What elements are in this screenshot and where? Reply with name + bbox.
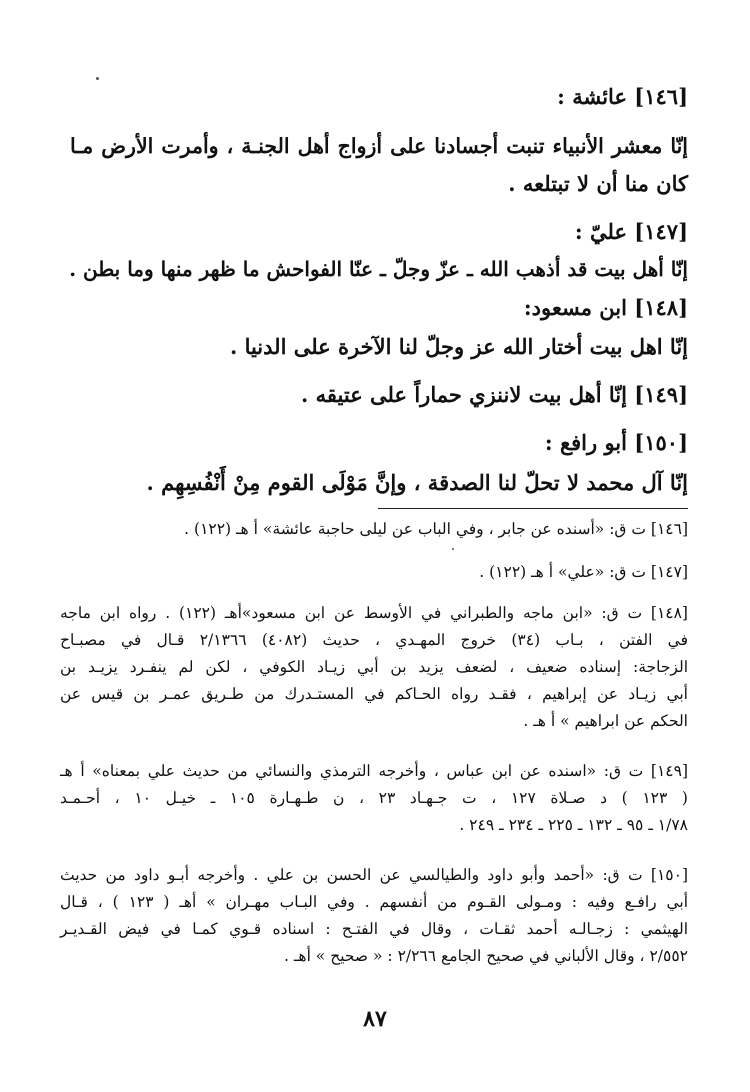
- footnote-150-line-2: أبي رافـع وفيه : ومـولى القـوم من أنفسهم . وفي البـاب مهـران » أهـ ( ١٢٣ ) ، قـال: [60, 893, 689, 911]
- footnote-146: [١٤٦] ت ق: «أسنده عن جابر ، وفي الباب عن ليلى حاجبة عائشة» أ هـ (١٢٢) .: [184, 520, 688, 538]
- entry-149: [١٤٩] إنّا أهل بيت لاننزي حماراً على عتيقه .: [301, 382, 688, 407]
- footnote-148-line-5: الحكم عن ابراهيم » أ هـ .: [523, 712, 688, 730]
- footnote-148-line-3: الزجاجة: إسناده ضعيف ، لضعف يزيد بن أبي زيـاد الكوفي ، لكن لم ينفـرد يزيـد بن: [60, 658, 688, 676]
- entry-heading-150: [١٥٠] أبو رافع :: [544, 430, 688, 455]
- print-speck: [452, 548, 454, 550]
- entry-heading-146: [١٤٦] عائشة :: [557, 84, 688, 109]
- print-speck: [96, 77, 99, 80]
- footnote-150-line-3: الهيثمي : زجـالـه أحمد ثقـات ، وقال في الفتـح : اسناده قـوي كمـا في فيض القـديـر: [60, 920, 688, 938]
- entry-text-146-line-1: إنّا معشر الأنبياء تنبت أجسادنا على أزواج أهل الجنـة ، وأمرت الأرض مـا: [70, 134, 688, 158]
- footnote-149-line-2: ( ١٢٣ ) د صـلاة ١٢٧ ، ت جـهـاد ٢٣ ، ن طـهـارة ١٠٥ ـ خيـل ١٠ ، أحـمـد: [60, 789, 688, 807]
- entry-text-147: إنّا أهل بيت قد أذهب الله ـ عزّ وجلّ ـ عنّا الفواحش ما ظهر منها وما بطن .: [69, 257, 688, 281]
- footnote-divider: [378, 508, 688, 509]
- entry-text-146-line-2: كان منا أن لا تبتلعه .: [508, 171, 688, 196]
- footnote-150-line-1: [١٥٠] ت ق: «أحمد وأبو داود والطيالسي عن الحسن بن علي . وأخرجه أبـو داود من حديث: [60, 866, 688, 884]
- entry-heading-147: [١٤٧] عليّ :: [574, 219, 688, 244]
- footnote-148-line-2: في الفتن ، بـاب (٣٤) خروج المهـدي ، حديث (٤٠٨٢) ٢/١٣٦٦ قـال في مصبـاح: [60, 631, 688, 649]
- entry-text-150: إنّا آل محمد لا تحلّ لنا الصدقة ، وإنَّ مَوْلَى القوم مِنْ أَنْفُسِهِم .: [146, 470, 688, 495]
- footnote-147: [١٤٧] ت ق: «علي» أ هـ (١٢٢) .: [479, 563, 688, 581]
- footnote-149-line-3: ١/٧٨ ـ ٩٥ ـ ١٣٢ ـ ٢٢٥ ـ ٢٣٤ ـ ٢٤٩ .: [459, 816, 688, 834]
- footnote-150-line-4: ٢/٥٥٢ ، وقال الألباني في صحيح الجامع ٢/٢٦٦ : « صحيح » أهـ .: [284, 947, 688, 965]
- footnote-148-line-1: [١٤٨] ت ق: «ابن ماجه والطبراني في الأوسط عن ابن مسعود»أهـ (١٢٢) . رواه ابن ماجه: [60, 604, 688, 622]
- entry-text-148: إنّا اهل بيت أختار الله عز وجلّ لنا الآخرة على الدنيا .: [229, 334, 688, 359]
- page-number: ٨٧: [363, 1006, 387, 1032]
- footnote-149-line-1: [١٤٩] ت ق: «اسنده عن ابن عباس ، وأخرجه الترمذي والنسائي من حديث علي بمعناه» أ هـ: [60, 762, 688, 780]
- footnote-148-line-4: أبي زيـاد عن إبراهيم ، فقـد رواه الحـاكم في المستـدرك من طـريق عمـر بن قيس عن: [60, 685, 688, 703]
- entry-heading-148: [١٤٨] ابن مسعود:: [523, 295, 688, 320]
